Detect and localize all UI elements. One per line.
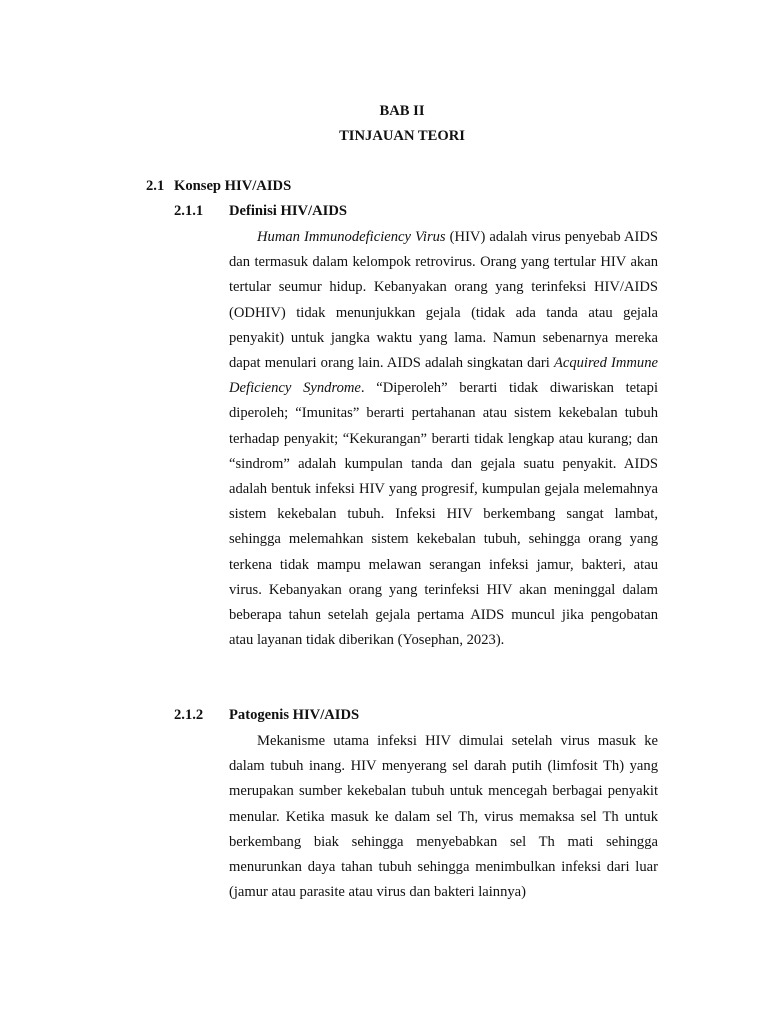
subsection-title: Definisi HIV/AIDS xyxy=(229,203,347,219)
subsection-title: Patogenis HIV/AIDS xyxy=(229,707,360,723)
section-number: 2.1 xyxy=(146,178,165,194)
paragraph-text: (HIV) adalah virus penyebab AIDS dan termasuk dalam kelompok retrovirus. Orang yang tertular HIV akan tertular seumur hidup. Kebanyakan orang yang terinfeksi HIV/AIDS (ODHIV) tidak menunjukkan gejala (tidak ada tanda atau gejala penyakit) untuk jangka waktu yang lama. Namun sebenarnya mereka dapat menulari orang lain. AIDS adalah singkatan dari xyxy=(229,229,658,372)
italic-term: Acquired Immune Deficiency Syndrome xyxy=(229,355,658,397)
section-title: Konsep HIV/AIDS xyxy=(174,178,292,194)
paragraph-text: Mekanisme utama infeksi HIV dimulai setelah virus masuk ke dalam tubuh inang. HIV menyerang sel darah putih (limfosit Th) yang merupakan sumber kekebalan tubuh untuk mencegah berbagai penyakit menular. Ketika masuk ke dalam sel Th, virus memaksa sel Th untuk berkembang biak sehingga menyebabkan sel Th mati sehingga menurunkan daya tahan tubuh sehingga menimbulkan infeksi dari luar (jamur atau parasite atau virus dan bakteri lainnya) xyxy=(229,733,658,901)
italic-term: Human Immunodeficiency Virus xyxy=(257,229,446,245)
chapter-title: TINJAUAN TEORI xyxy=(339,128,465,144)
paragraph-patogenis xyxy=(229,729,658,905)
subsection-number: 2.1.1 xyxy=(174,203,204,219)
chapter-number: BAB II xyxy=(379,103,425,119)
subsection-number: 2.1.2 xyxy=(174,707,204,723)
paragraph-definisi xyxy=(229,225,658,653)
paragraph-text: . “Diperoleh” berarti tidak diwariskan tetapi diperoleh; “Imunitas” berarti pertahanan atau sistem kekebalan tubuh terhadap penyakit; “Kekurangan” berarti tidak lengkap atau kurang; dan “sindrom” adalah kumpulan tanda dan gejala suatu penyakit. AIDS adalah bentuk infeksi HIV yang progresif, kumpulan gejala melemahnya sistem kekebalan tubuh. Infeksi HIV berkembang sangat lambat, sehingga melemahkan sistem kekebalan tubuh, sehingga orang yang terkena tidak mampu melawan serangan infeksi jamur, bakteri, atau virus. Kebanyakan orang yang terinfeksi HIV akan meninggal dalam beberapa tahun setelah gejala pertama AIDS muncul jika pengobatan atau layanan tidak diberikan (Yosephan, 2023). xyxy=(229,380,658,649)
